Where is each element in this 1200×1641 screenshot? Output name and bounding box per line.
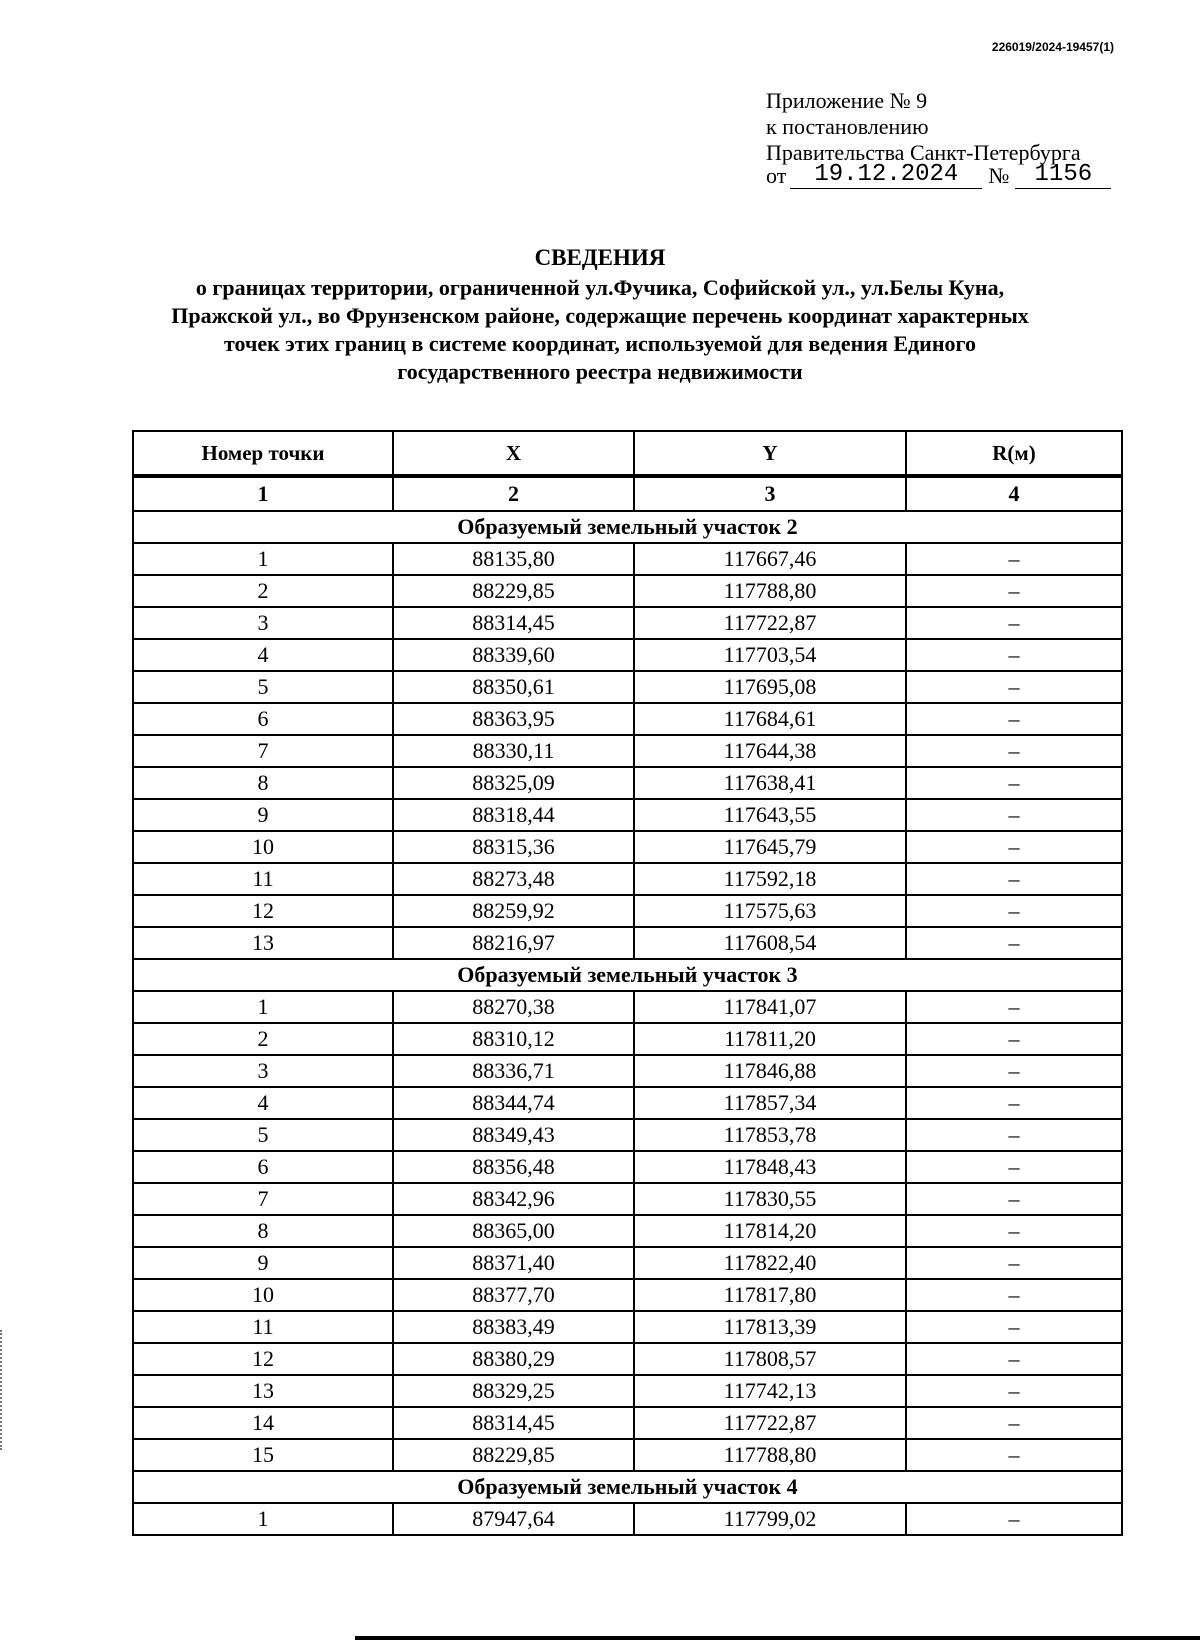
point-number-cell: 9 (133, 799, 393, 831)
x-coordinate-cell: 88330,11 (393, 735, 634, 767)
x-coordinate-cell: 88329,25 (393, 1375, 634, 1407)
radius-cell: – (906, 863, 1122, 895)
radius-cell: – (906, 927, 1122, 959)
radius-cell: – (906, 703, 1122, 735)
radius-cell: – (906, 1247, 1122, 1279)
point-number-cell: 14 (133, 1407, 393, 1439)
point-number-cell: 1 (133, 991, 393, 1023)
table-row (133, 1279, 1122, 1311)
section-title: Образуемый земельный участок 2 (133, 511, 1122, 543)
table-row (133, 1375, 1122, 1407)
point-number-cell: 12 (133, 1343, 393, 1375)
x-coordinate-cell: 88342,96 (393, 1183, 634, 1215)
point-number-cell: 2 (133, 1023, 393, 1055)
radius-cell: – (906, 1119, 1122, 1151)
x-coordinate-cell: 88315,36 (393, 831, 634, 863)
table-row (133, 1055, 1122, 1087)
title-line-2: Пражской ул., во Фрунзенском районе, содержащие перечень координат характерных (171, 303, 1029, 328)
x-coordinate-cell: 88349,43 (393, 1119, 634, 1151)
y-coordinate-cell: 117608,54 (634, 927, 906, 959)
point-number-cell: 5 (133, 1119, 393, 1151)
x-coordinate-cell: 88259,92 (393, 895, 634, 927)
point-number-cell: 8 (133, 767, 393, 799)
point-number-cell: 12 (133, 895, 393, 927)
column-number: 3 (634, 476, 906, 511)
y-coordinate-cell: 117722,87 (634, 607, 906, 639)
table-row (133, 991, 1122, 1023)
y-coordinate-cell: 117799,02 (634, 1503, 906, 1535)
title-line-4: государственного реестра недвижимости (397, 359, 803, 384)
table-header-row (133, 431, 1122, 476)
y-coordinate-cell: 117667,46 (634, 543, 906, 575)
point-number-cell: 1 (133, 543, 393, 575)
y-coordinate-cell: 117848,43 (634, 1151, 906, 1183)
y-coordinate-cell: 117830,55 (634, 1183, 906, 1215)
point-number-cell: 10 (133, 831, 393, 863)
y-coordinate-cell: 117643,55 (634, 799, 906, 831)
table-row (133, 1119, 1122, 1151)
x-coordinate-cell: 88270,38 (393, 991, 634, 1023)
appendix-date-number-line (766, 162, 1116, 189)
y-coordinate-cell: 117857,34 (634, 1087, 906, 1119)
header-point-number: Номер точки (133, 431, 393, 476)
radius-cell: – (906, 543, 1122, 575)
appendix-issuer: Правительства Санкт-Петербурга (766, 140, 1081, 165)
table-row (133, 607, 1122, 639)
point-number-cell: 15 (133, 1439, 393, 1471)
table-row (133, 639, 1122, 671)
x-coordinate-cell: 88371,40 (393, 1247, 634, 1279)
appendix-block (766, 88, 1116, 189)
document-id: 226019/2024-19457(1) (991, 40, 1114, 54)
radius-cell: – (906, 607, 1122, 639)
resolution-number: 1156 (1015, 162, 1111, 189)
title-line-3: точек этих границ в системе координат, используемой для ведения Единого (224, 331, 976, 356)
table-row (133, 927, 1122, 959)
point-number-cell: 4 (133, 639, 393, 671)
x-coordinate-cell: 88325,09 (393, 767, 634, 799)
table-row (133, 671, 1122, 703)
point-number-cell: 3 (133, 607, 393, 639)
radius-cell: – (906, 991, 1122, 1023)
point-number-cell: 3 (133, 1055, 393, 1087)
x-coordinate-cell: 88356,48 (393, 1151, 634, 1183)
radius-cell: – (906, 1183, 1122, 1215)
y-coordinate-cell: 117788,80 (634, 575, 906, 607)
x-coordinate-cell: 88380,29 (393, 1343, 634, 1375)
y-coordinate-cell: 117811,20 (634, 1023, 906, 1055)
point-number-cell: 7 (133, 735, 393, 767)
table-row (133, 1183, 1122, 1215)
radius-cell: – (906, 895, 1122, 927)
point-number-cell: 10 (133, 1279, 393, 1311)
y-coordinate-cell: 117841,07 (634, 991, 906, 1023)
title-heading: СВЕДЕНИЯ (534, 245, 666, 270)
x-coordinate-cell: 88310,12 (393, 1023, 634, 1055)
y-coordinate-cell: 117853,78 (634, 1119, 906, 1151)
x-coordinate-cell: 88318,44 (393, 799, 634, 831)
y-coordinate-cell: 117644,38 (634, 735, 906, 767)
radius-cell: – (906, 799, 1122, 831)
x-coordinate-cell: 88229,85 (393, 575, 634, 607)
x-coordinate-cell: 88344,74 (393, 1087, 634, 1119)
table-row (133, 767, 1122, 799)
x-coordinate-cell: 88229,85 (393, 1439, 634, 1471)
section-title: Образуемый земельный участок 4 (133, 1471, 1122, 1503)
radius-cell: – (906, 1023, 1122, 1055)
radius-cell: – (906, 1087, 1122, 1119)
x-coordinate-cell: 88339,60 (393, 639, 634, 671)
radius-cell: – (906, 1439, 1122, 1471)
section-title: Образуемый земельный участок 3 (133, 959, 1122, 991)
y-coordinate-cell: 117575,63 (634, 895, 906, 927)
y-coordinate-cell: 117722,87 (634, 1407, 906, 1439)
table-row (133, 1343, 1122, 1375)
point-number-cell: 8 (133, 1215, 393, 1247)
table-row (133, 575, 1122, 607)
table-row (133, 1023, 1122, 1055)
table-row (133, 543, 1122, 575)
table-row (133, 799, 1122, 831)
point-number-cell: 13 (133, 1375, 393, 1407)
table-row (133, 1151, 1122, 1183)
radius-cell: – (906, 1343, 1122, 1375)
radius-cell: – (906, 1215, 1122, 1247)
document-title (120, 244, 1080, 386)
table-row (133, 1247, 1122, 1279)
y-coordinate-cell: 117822,40 (634, 1247, 906, 1279)
x-coordinate-cell: 87947,64 (393, 1503, 634, 1535)
y-coordinate-cell: 117638,41 (634, 767, 906, 799)
table-row (133, 1407, 1122, 1439)
y-coordinate-cell: 117645,79 (634, 831, 906, 863)
point-number-cell: 6 (133, 1151, 393, 1183)
section-title-row (133, 511, 1122, 543)
y-coordinate-cell: 117817,80 (634, 1279, 906, 1311)
radius-cell: – (906, 767, 1122, 799)
coordinates-table (132, 430, 1123, 1536)
point-number-cell: 2 (133, 575, 393, 607)
radius-cell: – (906, 1311, 1122, 1343)
radius-cell: – (906, 1151, 1122, 1183)
x-coordinate-cell: 88336,71 (393, 1055, 634, 1087)
y-coordinate-cell: 117813,39 (634, 1311, 906, 1343)
point-number-cell: 9 (133, 1247, 393, 1279)
table-row (133, 1311, 1122, 1343)
point-number-cell: 13 (133, 927, 393, 959)
table-row (133, 831, 1122, 863)
table-row (133, 1439, 1122, 1471)
y-coordinate-cell: 117684,61 (634, 703, 906, 735)
table-row (133, 1215, 1122, 1247)
y-coordinate-cell: 117814,20 (634, 1215, 906, 1247)
point-number-cell: 6 (133, 703, 393, 735)
x-coordinate-cell: 88383,49 (393, 1311, 634, 1343)
column-number: 4 (906, 476, 1122, 511)
x-coordinate-cell: 88350,61 (393, 671, 634, 703)
y-coordinate-cell: 117846,88 (634, 1055, 906, 1087)
header-x: X (393, 431, 634, 476)
table-row (133, 863, 1122, 895)
header-radius: R(м) (906, 431, 1122, 476)
point-number-cell: 1 (133, 1503, 393, 1535)
radius-cell: – (906, 1055, 1122, 1087)
x-coordinate-cell: 88365,00 (393, 1215, 634, 1247)
x-coordinate-cell: 88135,80 (393, 543, 634, 575)
x-coordinate-cell: 88314,45 (393, 1407, 634, 1439)
y-coordinate-cell: 117703,54 (634, 639, 906, 671)
radius-cell: – (906, 735, 1122, 767)
point-number-cell: 4 (133, 1087, 393, 1119)
table-row (133, 1087, 1122, 1119)
column-number: 1 (133, 476, 393, 511)
point-number-cell: 11 (133, 1311, 393, 1343)
y-coordinate-cell: 117742,13 (634, 1375, 906, 1407)
section-title-row (133, 1471, 1122, 1503)
point-number-cell: 11 (133, 863, 393, 895)
appendix-to-resolution: к постановлению (766, 114, 929, 139)
radius-cell: – (906, 671, 1122, 703)
header-y: Y (634, 431, 906, 476)
date-prefix: от (766, 163, 787, 188)
table-row (133, 735, 1122, 767)
radius-cell: – (906, 575, 1122, 607)
radius-cell: – (906, 831, 1122, 863)
table-row (133, 703, 1122, 735)
radius-cell: – (906, 1407, 1122, 1439)
point-number-cell: 7 (133, 1183, 393, 1215)
margin-mark (0, 1330, 4, 1450)
table-row (133, 1503, 1122, 1535)
x-coordinate-cell: 88377,70 (393, 1279, 634, 1311)
column-number: 2 (393, 476, 634, 511)
section-title-row (133, 959, 1122, 991)
point-number-cell: 5 (133, 671, 393, 703)
radius-cell: – (906, 1375, 1122, 1407)
y-coordinate-cell: 117808,57 (634, 1343, 906, 1375)
radius-cell: – (906, 1503, 1122, 1535)
y-coordinate-cell: 117788,80 (634, 1439, 906, 1471)
bottom-rule (355, 1636, 1200, 1640)
y-coordinate-cell: 117592,18 (634, 863, 906, 895)
x-coordinate-cell: 88216,97 (393, 927, 634, 959)
x-coordinate-cell: 88273,48 (393, 863, 634, 895)
radius-cell: – (906, 639, 1122, 671)
title-line-1: о границах территории, ограниченной ул.Фучика, Софийской ул., ул.Белы Куна, (195, 275, 1005, 300)
x-coordinate-cell: 88363,95 (393, 703, 634, 735)
table-row (133, 895, 1122, 927)
resolution-date: 19.12.2024 (790, 162, 982, 189)
radius-cell: – (906, 1279, 1122, 1311)
number-prefix: № (988, 163, 1010, 188)
x-coordinate-cell: 88314,45 (393, 607, 634, 639)
y-coordinate-cell: 117695,08 (634, 671, 906, 703)
column-number-row (133, 476, 1122, 511)
appendix-number: Приложение № 9 (766, 88, 928, 113)
